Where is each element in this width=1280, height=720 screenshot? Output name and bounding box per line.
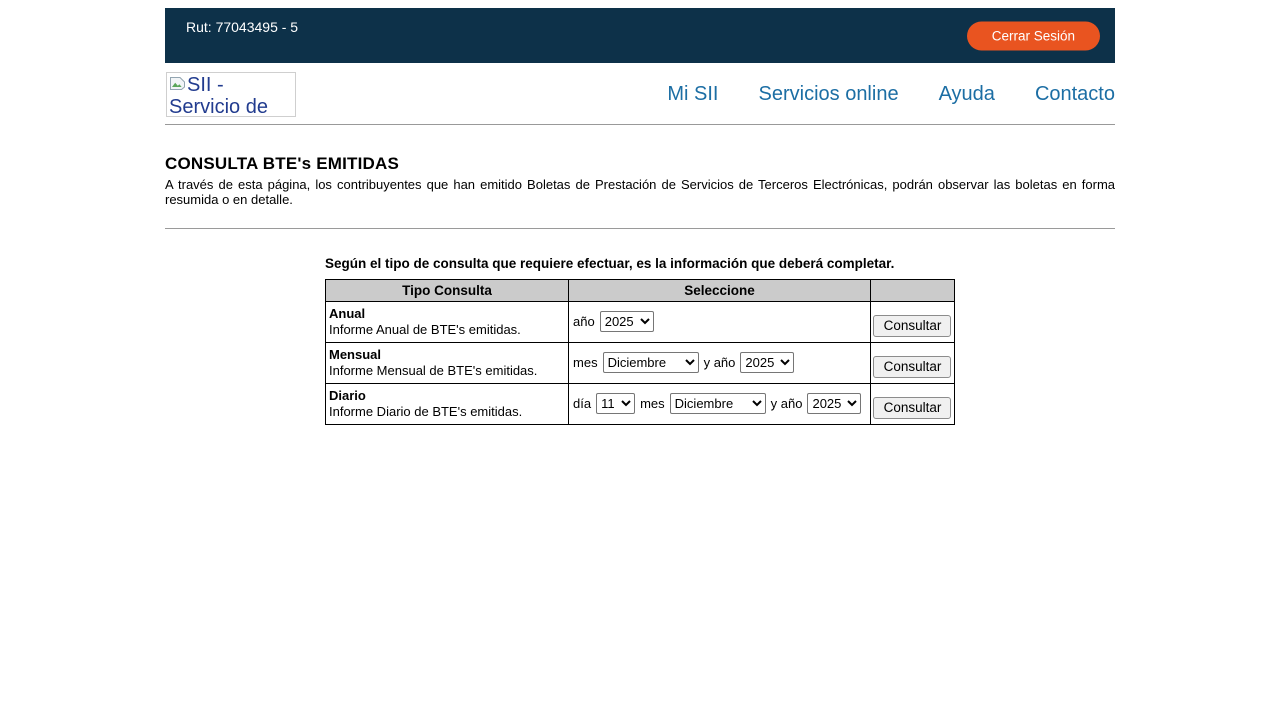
row-mensual-description: Informe Mensual de BTE's emitidas. bbox=[329, 362, 538, 378]
diario-day-label: día bbox=[573, 396, 592, 412]
section-divider bbox=[165, 228, 1115, 229]
header-empty bbox=[870, 279, 954, 301]
mensual-month-label: mes bbox=[573, 355, 598, 371]
mensual-year-label: y año bbox=[703, 355, 736, 371]
consulta-section bbox=[325, 256, 955, 425]
diario-day-select[interactable] bbox=[596, 393, 635, 414]
header-seleccione: Seleccione bbox=[569, 279, 871, 301]
table-row-diario bbox=[326, 383, 955, 424]
row-anual-description: Informe Anual de BTE's emitidas. bbox=[329, 321, 521, 337]
page-description: A través de esta página, los contribuyentes que han emitido Boletas de Prestación de Servicios de Terceros Electrónicas, podrán observar las boletas en forma resumida o en detalle. bbox=[165, 177, 1115, 208]
broken-image-icon bbox=[169, 74, 186, 96]
mensual-consultar-button[interactable]: Consultar bbox=[873, 356, 951, 378]
row-diario-title: Diario bbox=[329, 388, 366, 404]
row-diario-description: Informe Diario de BTE's emitidas. bbox=[329, 403, 523, 419]
table-header-row bbox=[326, 279, 955, 301]
diario-year-label: y año bbox=[770, 396, 803, 412]
diario-year-select[interactable] bbox=[807, 393, 861, 414]
diario-month-label: mes bbox=[640, 396, 665, 412]
logout-button[interactable]: Cerrar Sesión bbox=[967, 21, 1100, 50]
table-row-mensual bbox=[326, 342, 955, 383]
page-container bbox=[165, 8, 1115, 425]
nav-servicios-online[interactable]: Servicios online bbox=[758, 83, 899, 105]
logo-alt-text: SII - Servicio de bbox=[169, 74, 268, 117]
consulta-table bbox=[325, 279, 955, 425]
nav-ayuda[interactable]: Ayuda bbox=[938, 83, 995, 105]
diario-consultar-button[interactable]: Consultar bbox=[873, 397, 951, 419]
site-header bbox=[165, 63, 1115, 125]
anual-year-select[interactable] bbox=[600, 311, 654, 332]
main-nav bbox=[667, 83, 1115, 106]
nav-contacto[interactable]: Contacto bbox=[1034, 83, 1115, 105]
header-tipo-consulta: Tipo Consulta bbox=[326, 279, 569, 301]
sii-logo-link[interactable] bbox=[166, 72, 296, 117]
diario-month-select[interactable] bbox=[670, 393, 766, 414]
mensual-month-select[interactable] bbox=[603, 352, 699, 373]
page-title: CONSULTA BTE's EMITIDAS bbox=[165, 154, 400, 173]
anual-year-label: año bbox=[573, 314, 595, 330]
topbar bbox=[165, 8, 1115, 63]
consulta-intro: Según el tipo de consulta que requiere efectuar, es la información que deberá completar. bbox=[325, 256, 895, 272]
row-mensual-title: Mensual bbox=[329, 347, 382, 363]
nav-mi-sii[interactable]: Mi SII bbox=[667, 83, 719, 105]
anual-consultar-button[interactable]: Consultar bbox=[873, 315, 951, 337]
table-row-anual bbox=[326, 301, 955, 342]
mensual-year-select[interactable] bbox=[740, 352, 794, 373]
row-anual-title: Anual bbox=[329, 306, 366, 322]
rut-label: Rut: 77043495 - 5 bbox=[186, 19, 299, 35]
